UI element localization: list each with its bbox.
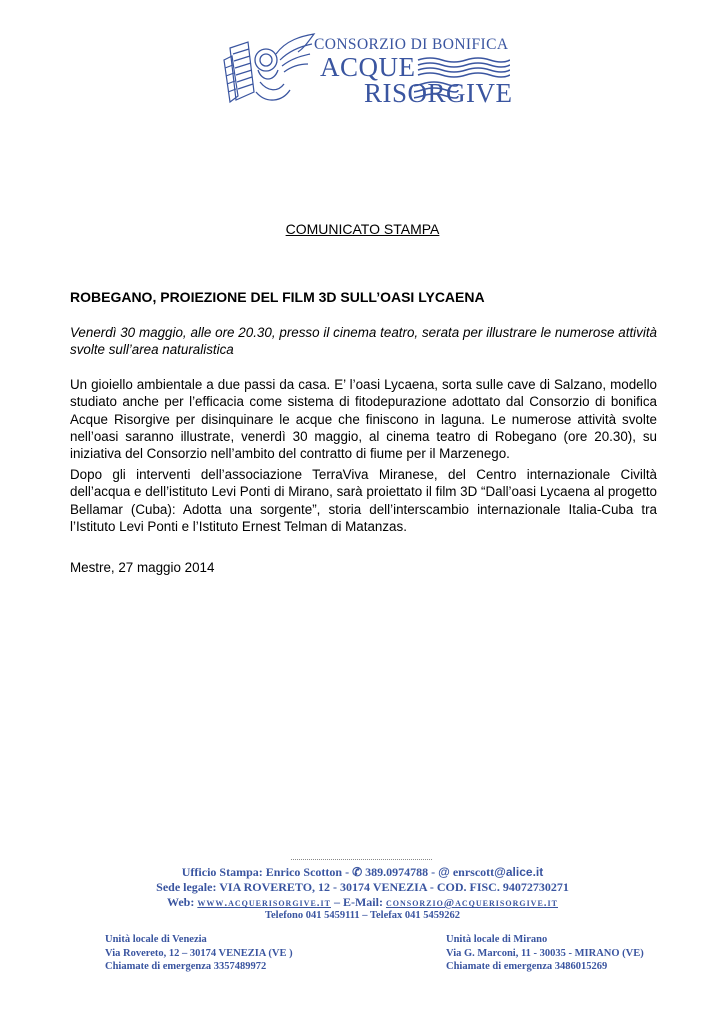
office-venezia-address: Via Rovereto, 12 – 30174 VENEZIA (VE ) (105, 947, 293, 959)
winged-lion-icon (218, 30, 316, 110)
office-mirano-title: Unità locale di Mirano (446, 934, 548, 945)
press-release-headline: ROBEGANO, PROIEZIONE DEL FILM 3D SULL’OASI LYCAENA (70, 289, 485, 305)
footer-phones: Telefono 041 5459111 – Telefax 041 5459262 (264, 910, 461, 921)
office-mirano-emergency: Chiamate di emergenza 3486015269 (446, 961, 608, 972)
at-icon: @ (438, 865, 450, 879)
press-office-label: Ufficio Stampa: Enrico Scotton - (181, 865, 353, 879)
footer-divider (291, 859, 432, 860)
logo-line-acque: ACQUE (320, 52, 416, 82)
logo-line-risorgive: RISORGIVE (364, 78, 513, 108)
logo-wordmark (314, 30, 514, 110)
office-mirano-address: Via G. Marconi, 11 - 30035 - MIRANO (VE) (446, 947, 644, 959)
date-line: Mestre, 27 maggio 2014 (70, 560, 215, 575)
press-release-subtitle: Venerdì 30 maggio, alle ore 20.30, presso il cinema teatro, serata per illustrare le numerose attività svolte sull’area naturalistica (70, 325, 657, 357)
footer-legal-address: Sede legale: VIA ROVERETO, 12 - 30174 VENEZIA - COD. FISC. 94072730271 (156, 880, 569, 894)
press-email-domain[interactable]: @alice.it (494, 865, 544, 879)
water-waves-icon (414, 54, 510, 110)
office-venezia-emergency: Chiamate di emergenza 3357489972 (105, 961, 267, 972)
consortium-logo (218, 30, 513, 110)
office-venezia-title: Unità locale di Venezia (105, 934, 207, 945)
phone-icon: ✆ (352, 865, 363, 879)
footer-press-office (0, 865, 725, 880)
office-mirano (446, 933, 644, 974)
body-paragraph-2: Dopo gli interventi dell’associazione TerraViva Miranese, del Centro internazionale Civiltà dell’acqua e dell’istituto Levi Ponti di Mirano, sarà proiettato il film 3D “Dall’oasi Lycaena al progetto Bellamar (Cuba): Adotta una sorgente”, storia dell’interscambio internazionale Italia-Cuba tra l’Istituto Levi Ponti e l’Istituto Ernest Telman di Matanzas. (70, 467, 657, 534)
press-phone: 389.0974788 - (362, 865, 439, 879)
footer-web-email (0, 895, 725, 910)
body-paragraph-1: Un gioiello ambientale a due passi da casa. E’ l’oasi Lycaena, sorta sulle cave di Salzano, modello studiato anche per l’efficacia come sistema di fitodepurazione adottato dal Consorzio di bonifica Acque Risorgive per disinquinare le acque che finiscono in laguna. Le numerose attività svolte nell’oasi saranno illustrate, venerdì 30 maggio, al cinema teatro di Robegano (ore 20.30), su iniziativa del Consorzio nell’ambito del contratto di fiume per il Marzenego. (70, 377, 657, 462)
document-title: COMUNICATO STAMPA (285, 221, 440, 237)
website-link[interactable]: www.acquerisorgive.it (197, 897, 331, 909)
web-label: Web: (167, 895, 198, 909)
office-venezia (105, 933, 293, 974)
press-email-user: enrscott (449, 865, 495, 879)
email-label: – E-Mail: (330, 895, 386, 909)
email-link[interactable]: consorzio@acquerisorgive.it (385, 897, 558, 909)
logo-line-consorzio: CONSORZIO DI BONIFICA (314, 36, 509, 53)
